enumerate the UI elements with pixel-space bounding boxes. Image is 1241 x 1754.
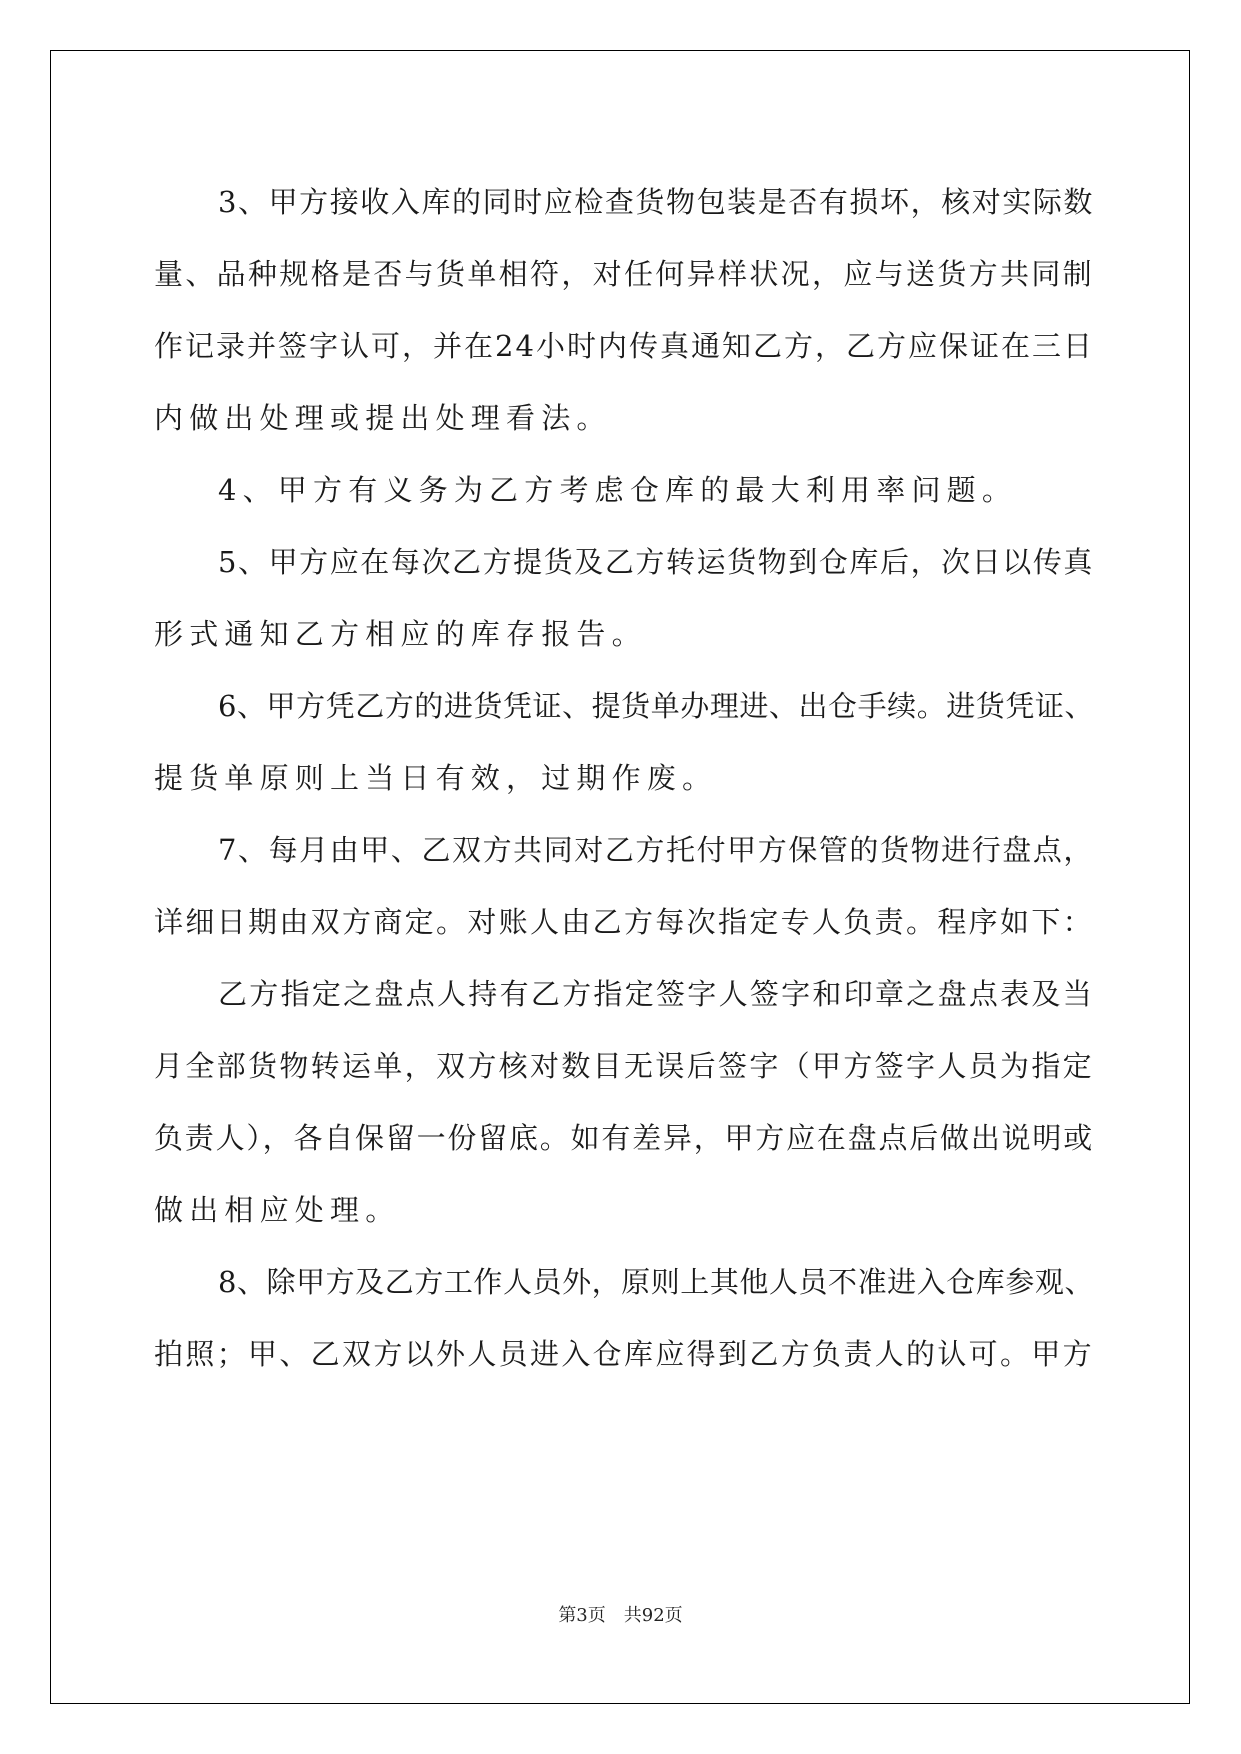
text-line: 月全部货物转运单，双方核对数目无误后签字（甲方签字人员为指定 [154, 1049, 1094, 1083]
text-line: 4、甲方有义务为乙方考虑仓库的最大利用率问题。 [218, 473, 1018, 507]
text-line: 作记录并签字认可，并在24小时内传真通知乙方，乙方应保证在三日 [154, 329, 1094, 363]
text-line: 详细日期由双方商定。对账人由乙方每次指定专人负责。程序如下： [154, 905, 1094, 939]
text-line: 8、除甲方及乙方工作人员外，原则上其他人员不准进入仓库参观、 [218, 1265, 1094, 1299]
text-line: 量、品种规格是否与货单相符，对任何异样状况，应与送货方共同制 [154, 257, 1094, 291]
page-number-footer: 第3页 共92页 [558, 1605, 683, 1626]
text-line: 拍照；甲、乙双方以外人员进入仓库应得到乙方负责人的认可。甲方 [154, 1337, 1094, 1371]
text-line: 乙方指定之盘点人持有乙方指定签字人签字和印章之盘点表及当 [218, 977, 1094, 1011]
text-line: 7、每月由甲、乙双方共同对乙方托付甲方保管的货物进行盘点， [218, 833, 1094, 867]
text-line: 5、甲方应在每次乙方提货及乙方转运货物到仓库后，次日以传真 [218, 545, 1094, 579]
text-line: 形式通知乙方相应的库存报告。 [154, 617, 647, 651]
text-line: 3、甲方接收入库的同时应检查货物包装是否有损坏，核对实际数 [218, 185, 1094, 219]
text-line: 提货单原则上当日有效，过期作废。 [154, 761, 718, 795]
text-line: 负责人），各自保留一份留底。如有差异，甲方应在盘点后做出说明或 [154, 1121, 1094, 1155]
text-line: 做出相应处理。 [154, 1193, 401, 1227]
text-line: 6、甲方凭乙方的进货凭证、提货单办理进、出仓手续。进货凭证、 [218, 689, 1094, 723]
text-line: 内做出处理或提出处理看法。 [154, 401, 612, 435]
